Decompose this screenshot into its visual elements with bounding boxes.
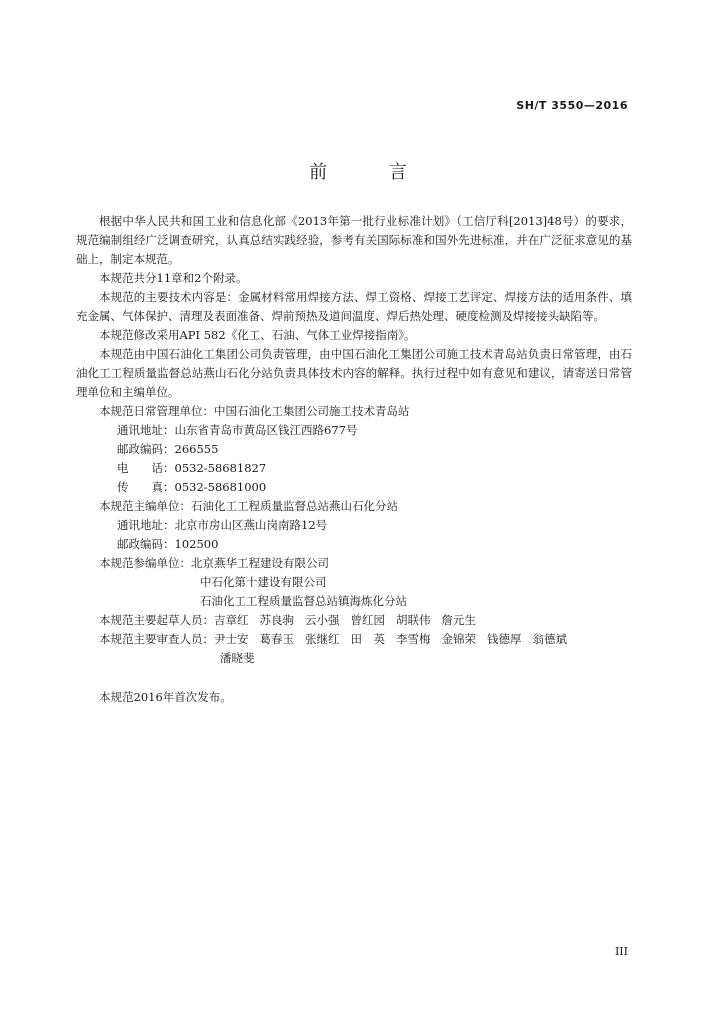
paragraph-management: 本规范由中国石油化工集团公司负责管理，由中国石油化工集团公司施工技术青岛站负责日常管理，由石油化工工程质量监督总站燕山石化分站负责具体技术内容的解释。执行过程中如有意见和建议，请寄送日常管理单位和主编单位。: [76, 347, 632, 399]
reviewer-name: 田 英: [350, 632, 385, 646]
participant-units-cont: [76, 573, 632, 592]
preface-body: [76, 212, 632, 707]
page-title: 前 言: [309, 162, 435, 183]
daily-mgmt-label: 本规范日常管理单位：: [99, 404, 214, 418]
postcode-value: 102500: [174, 537, 219, 551]
address-label: 通讯地址：: [117, 518, 175, 532]
drafter-name: 苏良驹: [259, 613, 294, 627]
participant-units-cont: [76, 592, 632, 611]
reviewer-name: 潘晓斐: [220, 651, 255, 665]
chief-editor-label: 本规范主编单位：: [99, 499, 191, 513]
daily-mgmt-value: 中国石油化工集团公司施工技术青岛站: [214, 404, 410, 418]
participant-unit: 中石化第十建设有限公司: [200, 575, 327, 589]
participant-units: [76, 554, 632, 573]
page-number: III: [614, 945, 628, 958]
drafters-label: 本规范主要起草人员：: [99, 613, 214, 627]
address-value: 北京市房山区燕山岗南路12号: [174, 518, 328, 532]
reviewer-name: 尹士安: [214, 632, 249, 646]
drafter-name: 詹元生: [441, 613, 476, 627]
chief-editor-value: 石油化工工程质量监督总站燕山石化分站: [191, 499, 398, 513]
daily-mgmt-postcode: [76, 440, 632, 459]
drafter-name: 云小强: [305, 613, 340, 627]
chief-editor-unit: [76, 497, 632, 516]
chief-editor-postcode: [76, 535, 632, 554]
postcode-value: 266555: [174, 442, 219, 456]
drafter-name: 吉章红: [214, 613, 249, 627]
daily-mgmt-fax: [76, 478, 632, 497]
paragraph-contents: 本规范的主要技术内容是：金属材料常用焊接方法、焊工资格、焊接工艺评定、焊接方法的适用条件、填充金属、气体保护、清理及表面准备、焊前预热及道间温度、焊后热处理、硬度检测及焊接接头缺陷等。: [76, 290, 632, 323]
paragraph-adoption: 本规范修改采用API 582《化工、石油、气体工业焊接指南》。: [99, 328, 416, 342]
drafter-name: 曾红园: [350, 613, 385, 627]
participant-unit: 石油化工工程质量监督总站镇海炼化分站: [200, 594, 407, 608]
fax-label: 传 真：: [117, 480, 175, 494]
reviewers-list-cont: [76, 649, 632, 668]
paragraph-basis: 根据中华人民共和国工业和信息化部《2013年第一批行业标准计划》（工信厅科[2013]48号）的要求，规范编制组经广泛调查研究，认真总结实践经验，参考有关国际标准和国外先进标准，并在广泛征求意见的基础上，制定本规范。: [76, 214, 632, 266]
reviewers-label: 本规范主要审查人员：: [99, 632, 214, 646]
daily-mgmt-address: [76, 421, 632, 440]
paragraph-structure: 本规范共分11章和2个附录。: [99, 271, 248, 285]
postcode-label: 邮政编码：: [117, 442, 175, 456]
chief-editor-address: [76, 516, 632, 535]
reviewer-name: 金锦荣: [441, 632, 476, 646]
telephone-value: 0532-58681827: [174, 461, 267, 475]
reviewers-list: [76, 630, 632, 649]
address-label: 通讯地址：: [117, 423, 175, 437]
reviewer-name: 葛春玉: [259, 632, 294, 646]
postcode-label: 邮政编码：: [117, 537, 175, 551]
participants-label: 本规范参编单位：: [99, 556, 191, 570]
reviewer-name: 钱德厚: [487, 632, 522, 646]
daily-mgmt-unit: [76, 402, 632, 421]
telephone-label: 电 话：: [117, 461, 175, 475]
reviewer-name: 张继红: [305, 632, 340, 646]
drafter-name: 胡联伟: [396, 613, 431, 627]
participant-unit: 北京燕华工程建设有限公司: [191, 556, 329, 570]
address-value: 山东省青岛市黄岛区钱江西路677号: [174, 423, 358, 437]
daily-mgmt-telephone: [76, 459, 632, 478]
drafters-list: [76, 611, 632, 630]
reviewer-name: 李雪梅: [396, 632, 431, 646]
reviewer-name: 翁德斌: [532, 632, 567, 646]
fax-value: 0532-58681000: [174, 480, 267, 494]
release-note: 本规范2016年首次发布。: [99, 690, 232, 704]
standard-code: SH/T 3550—2016: [516, 99, 628, 112]
